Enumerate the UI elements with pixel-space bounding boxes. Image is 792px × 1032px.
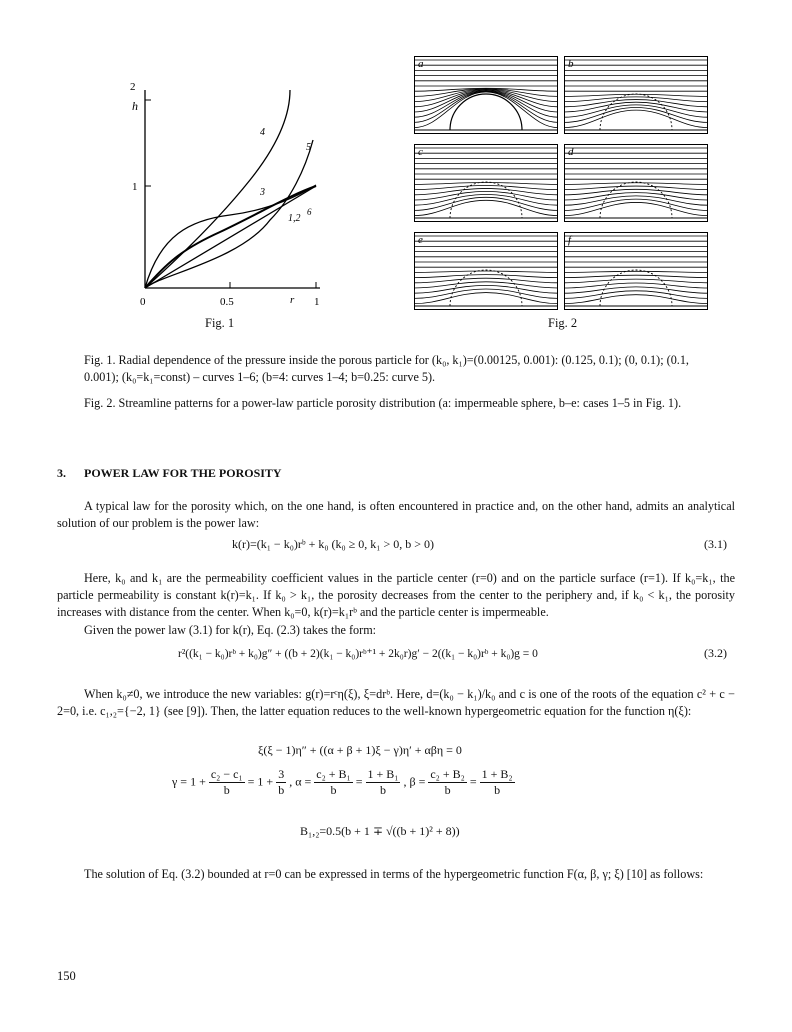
- fig2-panel-a: [414, 57, 558, 134]
- svg-text:0: 0: [140, 296, 146, 308]
- fig2-panel-label: d: [568, 146, 574, 158]
- equation-3-2-number: (3.2): [704, 646, 727, 660]
- paragraph-3: Given the power law (3.1) for k(r), Eq. (2.3) takes the form:: [84, 623, 377, 637]
- fig1-caption: Fig. 1. Radial dependence of the pressure inside the porous particle for (k₀, k₁)=(0.00125, 0.001): (0.125, 0.1); (0, 0.1); (0.1, 0.001); (k₀=k₁=const) – curves 1–6; (b=4: curves 1–4; b=0.25: curve 5).: [84, 353, 689, 384]
- hypergeometric-equation: ξ(ξ − 1)η″ + ((α + β + 1)ξ − γ)η′ + αβη = 0: [258, 743, 462, 757]
- svg-text:5: 5: [306, 142, 311, 153]
- fig2-svg: [414, 56, 712, 314]
- curve-4: [145, 90, 290, 288]
- fig2-panel-label: e: [418, 234, 423, 246]
- paragraph-1: A typical law for the porosity which, on the one hand, is often encountered in practice and, on the other hand, admits an analytical solution of our problem is the power law:: [57, 499, 735, 530]
- paragraph-4: When k₀≠0, we introduce the new variables: g(r)=rᶜη(ξ), ξ=drᵇ. Here, d=(k₀ − k₁)/k₀ and c is one of the roots of the equation c² + c − 2=0, i.e. c₁,₂={−2, 1} (see [9]). Then, the latter equation reduces to the well-known hypergeometric equation for the function η(ξ):: [57, 687, 735, 718]
- fig1-plot: [120, 70, 330, 320]
- section-title: POWER LAW FOR THE POROSITY: [84, 466, 282, 480]
- equation-3-2: r²((k₁ − k₀)rᵇ + k₀)g″ + ((b + 2)(k₁ − k₀)rᵇ⁺¹ + 2k₀r)g′ − 2((k₁ − k₀)rᵇ + k₀)g = 0: [178, 648, 538, 660]
- fig2-panel-b: [564, 57, 708, 134]
- svg-text:2: 2: [130, 81, 136, 93]
- paragraph-2: Here, k₀ and k₁ are the permeability coefficient values in the particle center (r=0) and on the particle surface (r=1). If k₀=k₁, the particle permeability is constant k(r)=k₁. If k₀ > k₁, the porosity decreases from the center to the periphery and, if k₀ < k₁, the porosity increases with distance from the center. When k₀=0, k(r)=k₁rᵇ and the particle center is impermeable.: [57, 571, 735, 619]
- page-number: 150: [57, 969, 76, 983]
- fig2-panel-d: [564, 145, 708, 222]
- paragraph-5: The solution of Eq. (3.2) bounded at r=0 can be expressed in terms of the hypergeometric function F(α, β, γ; ξ) [10] as follows:: [84, 867, 704, 881]
- fig2-panel-f: [564, 233, 708, 310]
- svg-text:1: 1: [314, 296, 320, 308]
- curve-6: [145, 186, 316, 288]
- svg-text:0.5: 0.5: [220, 296, 234, 308]
- fig2-panel-label: a: [418, 58, 424, 70]
- fig2-panels: [414, 56, 712, 314]
- svg-text:1: 1: [132, 181, 138, 193]
- B12-equation: B₁,₂=0.5(b + 1 ∓ √((b + 1)² + 8)): [300, 824, 460, 838]
- svg-text:1,2: 1,2: [288, 213, 301, 224]
- gamma-alpha-beta-equations: γ = 1 + $\frac{\text{c₂ − c₁}}{b}$ = 1 + $\frac{3}{b}$ , α = $\frac{\text{c₂ + B₁}}{b}$ = $\frac{\text{1 + B₁}}{b}$ , β = $\frac{\text{c₂ + B₂}}{b}$ = $\frac{\text{1 + B₂}}{b}$: [172, 767, 513, 797]
- fig2-caption-label: Fig. 2: [548, 316, 578, 330]
- svg-text:4: 4: [260, 127, 265, 138]
- equation-3-1-number: (3.1): [704, 537, 727, 551]
- fig2-panel-e: [414, 233, 558, 310]
- equation-3-1: k(r)=(k₁ − k₀)rᵇ + k₀ (k₀ ≥ 0, k₁ > 0, b > 0): [232, 537, 435, 551]
- section-number: 3.: [57, 466, 66, 480]
- fig2-caption: Fig. 2. Streamline patterns for a power-law particle porosity distribution (a: impermeable sphere, b–e: cases 1–5 in Fig. 1).: [84, 396, 682, 410]
- fig2-panel-c: [414, 145, 558, 222]
- svg-text:h: h: [132, 99, 138, 113]
- svg-text:3: 3: [260, 187, 265, 198]
- fig2-panel-label: b: [568, 58, 574, 70]
- fig2-panel-label: c: [418, 146, 423, 158]
- svg-text:r: r: [290, 294, 295, 306]
- svg-text:6: 6: [307, 207, 312, 217]
- fig2-panel-label: f: [568, 234, 572, 246]
- fig1-caption-label: Fig. 1: [205, 316, 235, 330]
